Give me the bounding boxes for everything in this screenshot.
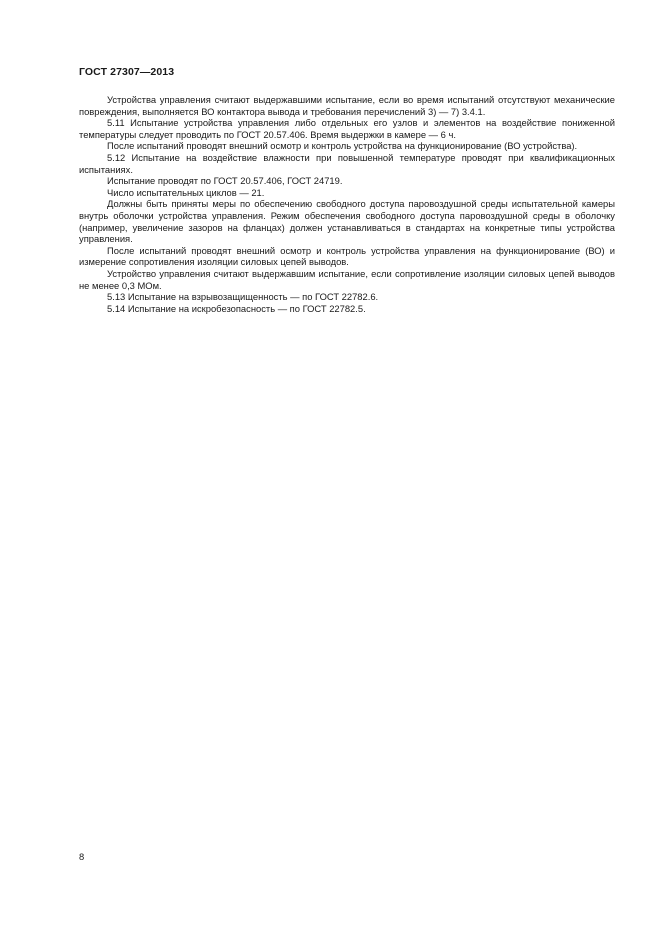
paragraph: 5.11 Испытание устройства управления либо отдельных его узлов и элементов на воздействие пониженной температуры следует проводить по ГОСТ 20.57.406. Время выдержки в камере — 6 ч.: [79, 117, 615, 140]
paragraph: Должны быть приняты меры по обеспечению свободного доступа паровоздушной среды испытательной камеры внутрь оболочки устройства управления. Режим обеспечения свободного доступа паровоздушной среды в оболочку (например, увеличение зазоров на фланцах) должен устанавливаться в стандартах на конкретные типы устройства управления.: [79, 198, 615, 245]
paragraph: 5.13 Испытание на взрывозащищенность — по ГОСТ 22782.6.: [107, 291, 379, 303]
document-code-header: ГОСТ 27307—2013: [79, 66, 175, 78]
paragraph: Испытание проводят по ГОСТ 20.57.406, ГОСТ 24719.: [107, 175, 343, 187]
paragraph: После испытаний проводят внешний осмотр и контроль устройства на функционирование (ВО устройства).: [107, 140, 578, 152]
paragraph: 5.14 Испытание на искробезопасность — по ГОСТ 22782.5.: [107, 302, 366, 314]
page-number: 8: [79, 851, 85, 862]
body-text: [79, 94, 615, 314]
paragraph: Число испытательных циклов — 21.: [107, 186, 265, 198]
paragraph: Устройство управления считают выдержавшим испытание, если сопротивление изоляции силовых цепей выводов не менее 0,3 МОм.: [79, 267, 615, 291]
paragraph: Устройства управления считают выдержавшими испытание, если во время испытаний отсутствуют механические повреждения, выполняется ВО контактора вывода и требования перечислений 3) — 7) 3.4.1.: [79, 94, 615, 117]
paragraph: После испытаний проводят внешний осмотр и контроль устройства управления на функционирование (ВО) и измерение сопротивления изоляции силовых цепей выводов.: [79, 244, 615, 268]
paragraph: 5.12 Испытание на воздействие влажности при повышенной температуре проводят при квалификационных испытаниях.: [79, 151, 615, 175]
